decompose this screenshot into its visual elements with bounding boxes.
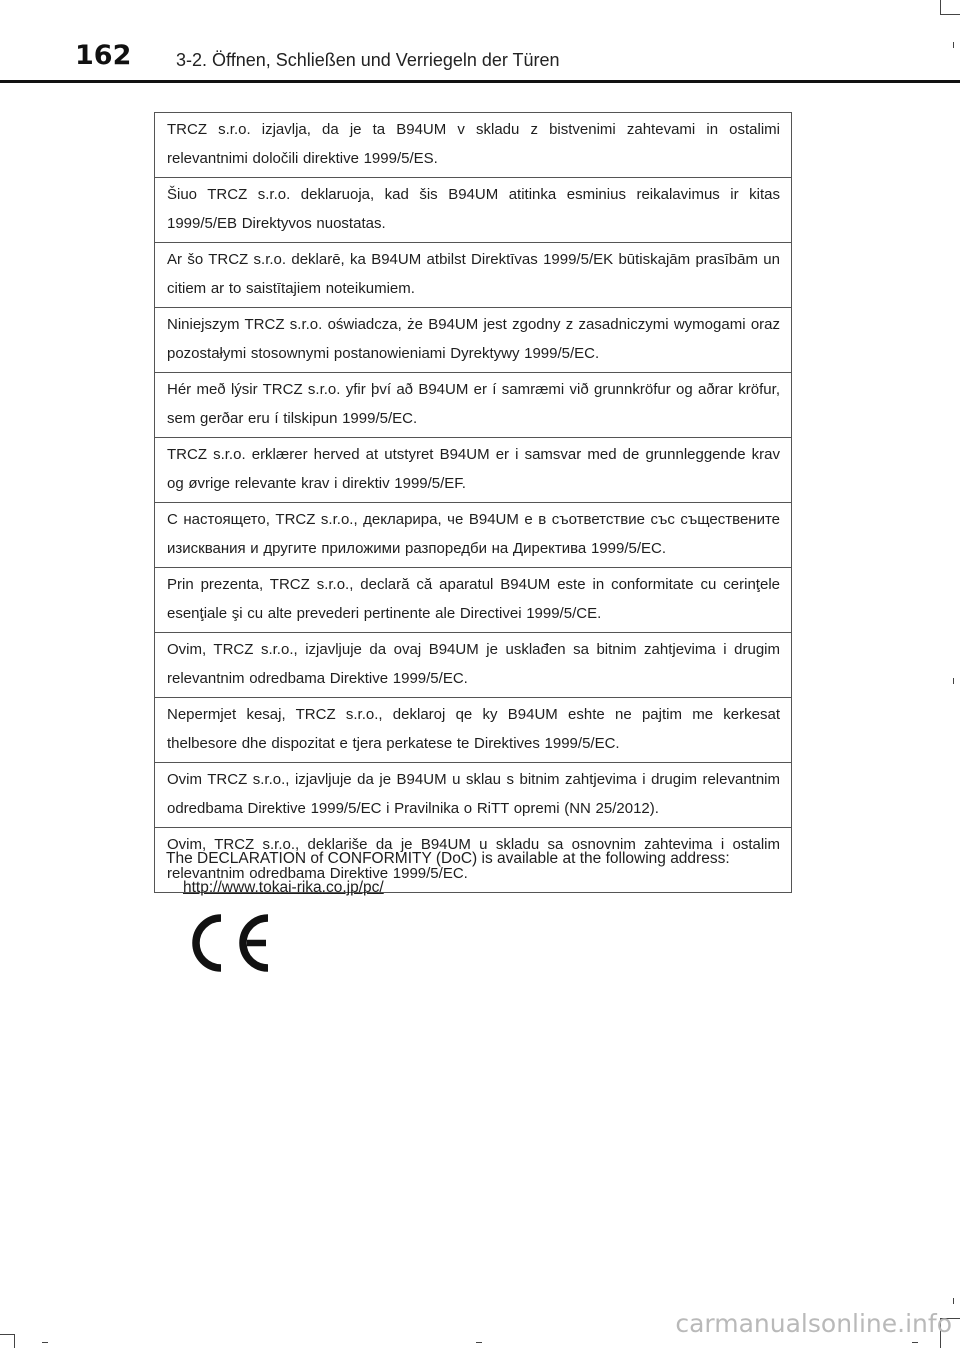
declaration-croatian: Ovim TRCZ s.r.o., izjavljuje da je B94UM u sklau s bitnim zahtjevima i drugim relevantnim odredbama Direktive 1999/5/EC i Pravilnika o RiTT opremi (NN 25/2012). bbox=[155, 763, 792, 828]
table-row bbox=[155, 568, 792, 633]
ce-mark-icon bbox=[192, 914, 270, 972]
table-row bbox=[155, 373, 792, 438]
table-row bbox=[155, 503, 792, 568]
table-row bbox=[155, 113, 792, 178]
doc-url-link[interactable]: http://www.tokai-rika.co.jp/pc/ bbox=[183, 879, 384, 896]
declaration-lithuanian: Šiuo TRCZ s.r.o. deklaruoja, kad šis B94UM atitinka esminius reikalavimus ir kitas 1999/5/EB Direktyvos nuostatas. bbox=[155, 178, 792, 243]
declaration-slovenian: TRCZ s.r.o. izjavlja, da je ta B94UM v skladu z bistvenimi zahtevami in ostalimi relevantnimi določili direktive 1999/5/ES. bbox=[155, 113, 792, 178]
crop-mark bbox=[940, 0, 941, 14]
declaration-bulgarian: С настоящето, TRCZ s.r.o., декларира, че B94UM е в съответствие със съществените изисквания и другите приложими разпоредби на Директива 1999/5/ЕС. bbox=[155, 503, 792, 568]
declaration-bosnian: Ovim, TRCZ s.r.o., izjavljuje da ovaj B94UM je usklađen sa bitnim zahtjevima i drugim relevantnim odredbama Direktive 1999/5/EC. bbox=[155, 633, 792, 698]
declaration-romanian: Prin prezenta, TRCZ s.r.o., declară că aparatul B94UM este in conformitate cu cerinţele esenţiale şi cu alte prevederi pertinente ale Directivei 1999/5/CE. bbox=[155, 568, 792, 633]
declaration-serbian: Ovim, TRCZ s.r.o., deklariše da je B94UM u skladu sa osnovnim zahtevima i ostalim relevantnim odredbama Direktive 1999/5/EC. bbox=[155, 828, 792, 893]
doc-availability-note: The DECLARATION of CONFORMITY (DoC) is available at the following address: bbox=[166, 850, 730, 867]
site-watermark: carmanualsonline.info bbox=[675, 1309, 952, 1338]
declaration-albanian: Nepermjet kesaj, TRCZ s.r.o., deklaroj qe ky B94UM eshte ne pajtim me kerkesat thelbesore dhe dispozitat e tjera perkatese te Direktives 1999/5/EC. bbox=[155, 698, 792, 763]
page-number: 162 bbox=[75, 40, 132, 71]
table-row bbox=[155, 698, 792, 763]
crop-mark bbox=[912, 1342, 918, 1343]
declaration-latvian: Ar šo TRCZ s.r.o. deklarē, ka B94UM atbilst Direktīvas 1999/5/EK būtiskajām prasībām un citiem ar to saistītajiem noteikumiem. bbox=[155, 243, 792, 308]
crop-mark bbox=[476, 1342, 482, 1343]
declaration-norwegian: TRCZ s.r.o. erklærer herved at utstyret B94UM er i samsvar med de grunnleggende krav og øvrige relevante krav i direktiv 1999/5/EF. bbox=[155, 438, 792, 503]
declaration-table bbox=[154, 112, 792, 893]
crop-mark bbox=[42, 1342, 48, 1343]
table-row bbox=[155, 243, 792, 308]
declaration-polish: Niniejszym TRCZ s.r.o. oświadcza, że B94UM jest zgodny z zasadniczymi wymogami oraz pozostałymi stosownymi postanowieniami Dyrektywy 1999/5/EC. bbox=[155, 308, 792, 373]
declaration-icelandic: Hér með lýsir TRCZ s.r.o. yfir því að B94UM er í samræmi við grunnkröfur og aðrar kröfur, sem gerðar eru í tilskipun 1999/5/EC. bbox=[155, 373, 792, 438]
header-rule bbox=[0, 80, 960, 83]
crop-mark bbox=[953, 42, 954, 48]
table-row bbox=[155, 438, 792, 503]
crop-mark bbox=[953, 678, 954, 684]
table-row bbox=[155, 763, 792, 828]
crop-mark bbox=[940, 14, 960, 15]
table-row bbox=[155, 178, 792, 243]
crop-mark bbox=[14, 1334, 15, 1348]
table-row bbox=[155, 633, 792, 698]
section-title: 3-2. Öffnen, Schließen und Verriegeln der Türen bbox=[176, 50, 560, 70]
table-row bbox=[155, 308, 792, 373]
crop-mark bbox=[953, 1298, 954, 1304]
crop-mark bbox=[0, 1334, 14, 1335]
